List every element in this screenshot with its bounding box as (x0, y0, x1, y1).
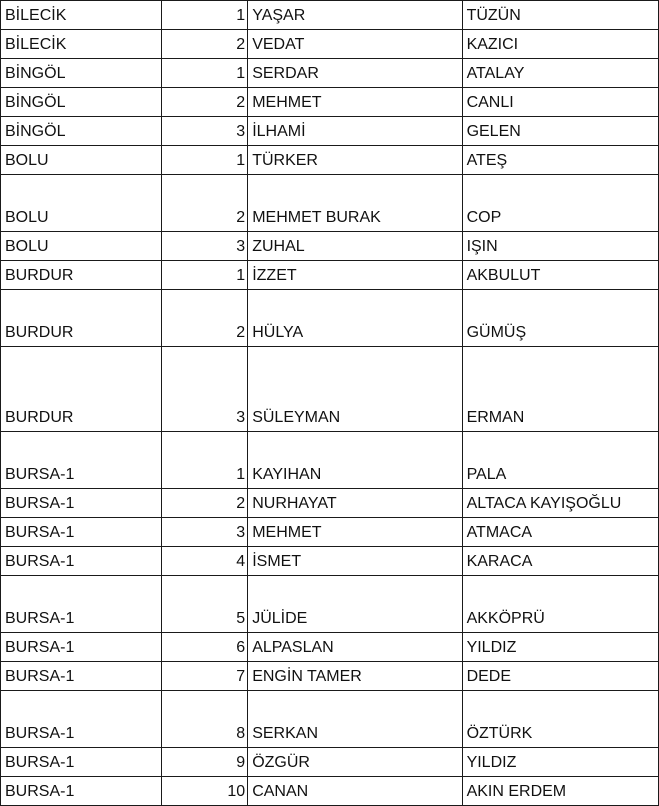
last-name-cell[interactable]: AKIN ERDEM (462, 777, 658, 806)
province-cell[interactable]: BİNGÖL (1, 59, 162, 88)
order-cell[interactable]: 1 (162, 432, 248, 489)
province-cell[interactable]: BİNGÖL (1, 88, 162, 117)
last-name-cell[interactable]: ERMAN (462, 347, 658, 432)
candidate-table-body (1, 1, 659, 806)
last-name-cell[interactable]: YILDIZ (462, 633, 658, 662)
first-name-cell[interactable]: SERKAN (248, 691, 462, 748)
first-name-cell[interactable]: NURHAYAT (248, 489, 462, 518)
first-name-cell[interactable]: ZUHAL (248, 232, 462, 261)
table-row (1, 547, 659, 576)
order-cell[interactable]: 1 (162, 1, 248, 30)
table-row (1, 576, 659, 633)
last-name-cell[interactable]: ÖZTÜRK (462, 691, 658, 748)
first-name-cell[interactable]: SERDAR (248, 59, 462, 88)
province-cell[interactable]: BURSA-1 (1, 691, 162, 748)
province-cell[interactable]: BURSA-1 (1, 547, 162, 576)
order-cell[interactable]: 2 (162, 30, 248, 59)
order-cell[interactable]: 1 (162, 59, 248, 88)
first-name-cell[interactable]: SÜLEYMAN (248, 347, 462, 432)
table-row (1, 432, 659, 489)
order-cell[interactable]: 1 (162, 261, 248, 290)
last-name-cell[interactable]: PALA (462, 432, 658, 489)
order-cell[interactable]: 3 (162, 347, 248, 432)
table-row (1, 261, 659, 290)
last-name-cell[interactable]: ATALAY (462, 59, 658, 88)
order-cell[interactable]: 2 (162, 290, 248, 347)
province-cell[interactable]: BURSA-1 (1, 777, 162, 806)
order-cell[interactable]: 10 (162, 777, 248, 806)
order-cell[interactable]: 9 (162, 748, 248, 777)
table-row (1, 30, 659, 59)
last-name-cell[interactable]: DEDE (462, 662, 658, 691)
order-cell[interactable]: 5 (162, 576, 248, 633)
last-name-cell[interactable]: AKKÖPRÜ (462, 576, 658, 633)
order-cell[interactable]: 4 (162, 547, 248, 576)
last-name-cell[interactable]: GELEN (462, 117, 658, 146)
table-row (1, 489, 659, 518)
last-name-cell[interactable]: ALTACA KAYIŞOĞLU (462, 489, 658, 518)
last-name-cell[interactable]: TÜZÜN (462, 1, 658, 30)
first-name-cell[interactable]: YAŞAR (248, 1, 462, 30)
table-row (1, 146, 659, 175)
first-name-cell[interactable]: KAYIHAN (248, 432, 462, 489)
first-name-cell[interactable]: İLHAMİ (248, 117, 462, 146)
first-name-cell[interactable]: JÜLİDE (248, 576, 462, 633)
table-row (1, 290, 659, 347)
province-cell[interactable]: BURDUR (1, 347, 162, 432)
last-name-cell[interactable]: COP (462, 175, 658, 232)
first-name-cell[interactable]: ENGİN TAMER (248, 662, 462, 691)
table-row (1, 662, 659, 691)
province-cell[interactable]: BURSA-1 (1, 662, 162, 691)
province-cell[interactable]: BURSA-1 (1, 633, 162, 662)
table-row (1, 232, 659, 261)
table-row (1, 1, 659, 30)
order-cell[interactable]: 7 (162, 662, 248, 691)
last-name-cell[interactable]: AKBULUT (462, 261, 658, 290)
province-cell[interactable]: BURSA-1 (1, 576, 162, 633)
table-row (1, 777, 659, 806)
order-cell[interactable]: 2 (162, 175, 248, 232)
first-name-cell[interactable]: VEDAT (248, 30, 462, 59)
province-cell[interactable]: BURSA-1 (1, 432, 162, 489)
table-row (1, 117, 659, 146)
last-name-cell[interactable]: KARACA (462, 547, 658, 576)
table-row (1, 748, 659, 777)
province-cell[interactable]: BİNGÖL (1, 117, 162, 146)
last-name-cell[interactable]: ATEŞ (462, 146, 658, 175)
order-cell[interactable]: 6 (162, 633, 248, 662)
table-row (1, 175, 659, 232)
order-cell[interactable]: 2 (162, 88, 248, 117)
last-name-cell[interactable]: KAZICI (462, 30, 658, 59)
province-cell[interactable]: BOLU (1, 146, 162, 175)
last-name-cell[interactable]: ATMACA (462, 518, 658, 547)
first-name-cell[interactable]: ALPASLAN (248, 633, 462, 662)
order-cell[interactable]: 3 (162, 518, 248, 547)
table-row (1, 633, 659, 662)
order-cell[interactable]: 1 (162, 146, 248, 175)
province-cell[interactable]: BURDUR (1, 290, 162, 347)
province-cell[interactable]: BİLECİK (1, 30, 162, 59)
first-name-cell[interactable]: MEHMET (248, 88, 462, 117)
last-name-cell[interactable]: GÜMÜŞ (462, 290, 658, 347)
table-row (1, 691, 659, 748)
first-name-cell[interactable]: ÖZGÜR (248, 748, 462, 777)
last-name-cell[interactable]: IŞIN (462, 232, 658, 261)
table-row (1, 88, 659, 117)
province-cell[interactable]: BURSA-1 (1, 489, 162, 518)
province-cell[interactable]: BURSA-1 (1, 748, 162, 777)
order-cell[interactable]: 3 (162, 232, 248, 261)
first-name-cell[interactable]: MEHMET BURAK (248, 175, 462, 232)
province-cell[interactable]: BURSA-1 (1, 518, 162, 547)
order-cell[interactable]: 3 (162, 117, 248, 146)
first-name-cell[interactable]: TÜRKER (248, 146, 462, 175)
last-name-cell[interactable]: CANLI (462, 88, 658, 117)
province-cell[interactable]: BURDUR (1, 261, 162, 290)
table-row (1, 518, 659, 547)
province-cell[interactable]: BOLU (1, 175, 162, 232)
first-name-cell[interactable]: İZZET (248, 261, 462, 290)
province-cell[interactable]: BOLU (1, 232, 162, 261)
first-name-cell[interactable]: MEHMET (248, 518, 462, 547)
order-cell[interactable]: 8 (162, 691, 248, 748)
last-name-cell[interactable]: YILDIZ (462, 748, 658, 777)
order-cell[interactable]: 2 (162, 489, 248, 518)
first-name-cell[interactable]: HÜLYA (248, 290, 462, 347)
table-row (1, 59, 659, 88)
first-name-cell[interactable]: İSMET (248, 547, 462, 576)
first-name-cell[interactable]: CANAN (248, 777, 462, 806)
table-row (1, 347, 659, 432)
province-cell[interactable]: BİLECİK (1, 1, 162, 30)
